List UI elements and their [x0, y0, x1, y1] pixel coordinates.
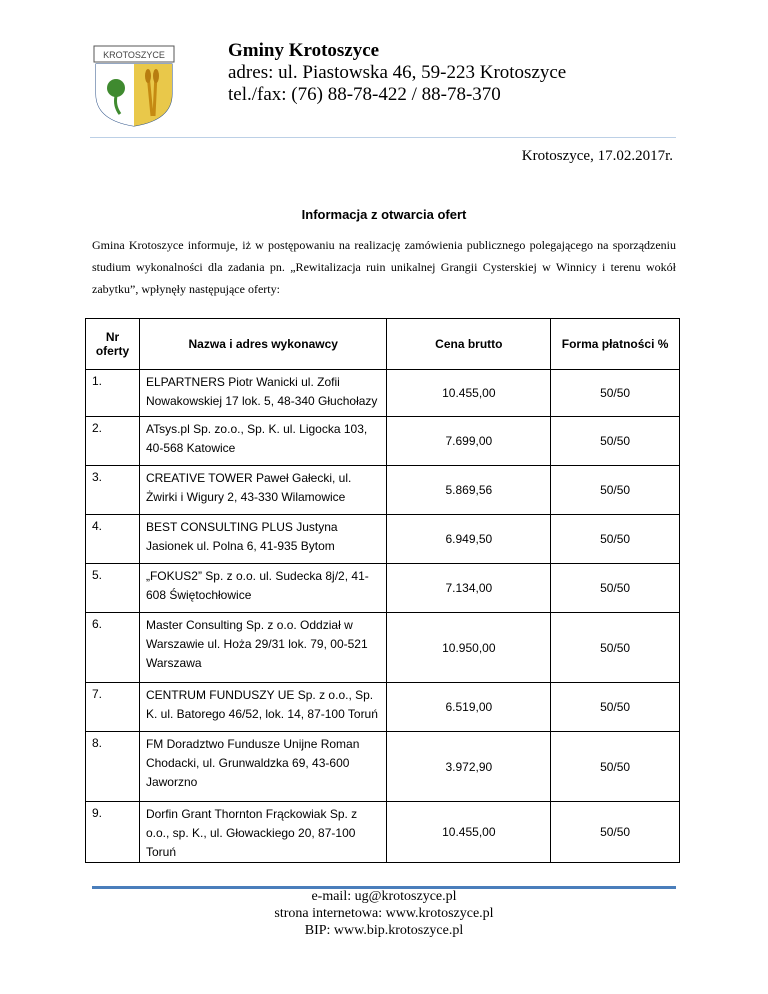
cell-price: 6.949,50: [387, 515, 551, 564]
cell-nr: 7.: [86, 683, 140, 732]
cell-nr: 2.: [86, 417, 140, 466]
table-row: [86, 564, 680, 613]
cell-nr: 8.: [86, 732, 140, 802]
cell-name: CREATIVE TOWER Paweł Gałecki, ul. Żwirki i Wigury 2, 43-330 Wilamowice: [139, 466, 387, 515]
cell-nr: 5.: [86, 564, 140, 613]
footer: [0, 888, 768, 939]
footer-bip: BIP: www.bip.krotoszyce.pl: [304, 923, 464, 938]
header-payment: Forma płatności %: [551, 319, 680, 370]
cell-price: 10.455,00: [387, 802, 551, 863]
cell-name: ATsys.pl Sp. zo.o., Sp. K. ul. Ligocka 103, 40-568 Katowice: [139, 417, 387, 466]
table-row: [86, 466, 680, 515]
cell-payment: 50/50: [551, 417, 680, 466]
cell-name: „FOKUS2” Sp. z o.o. ul. Sudecka 8j/2, 41-608 Świętochłowice: [139, 564, 387, 613]
krotoszyce-crest-icon: [90, 44, 178, 128]
letterhead: [228, 40, 566, 106]
cell-name: Master Consulting Sp. z o.o. Oddział w Warszawie ul. Hoża 29/31 lok. 79, 00-521 Warszawa: [139, 613, 387, 683]
table-row: [86, 370, 680, 417]
org-name: Gminy Krotoszyce: [228, 40, 380, 61]
header-divider: [90, 137, 676, 138]
table-row: [86, 613, 680, 683]
cell-nr: 3.: [86, 466, 140, 515]
table-row: [86, 515, 680, 564]
cell-nr: 1.: [86, 370, 140, 417]
cell-payment: 50/50: [551, 683, 680, 732]
document-date: Krotoszyce, 17.02.2017r.: [521, 148, 673, 164]
cell-payment: 50/50: [551, 515, 680, 564]
cell-price: 7.134,00: [387, 564, 551, 613]
table-row: [86, 683, 680, 732]
cell-name: CENTRUM FUNDUSZY UE Sp. z o.o., Sp. K. ul. Batorego 46/52, lok. 14, 87-100 Toruń: [139, 683, 387, 732]
header-price: Cena brutto: [387, 319, 551, 370]
cell-payment: 50/50: [551, 613, 680, 683]
header-nr: Nr oferty: [86, 319, 140, 370]
cell-payment: 50/50: [551, 732, 680, 802]
header-name: Nazwa i adres wykonawcy: [139, 319, 387, 370]
cell-name: ELPARTNERS Piotr Wanicki ul. Zofii Nowakowskiej 17 lok. 5, 48-340 Głuchołazy: [139, 370, 387, 417]
footer-website: strona internetowa: www.krotoszyce.pl: [274, 906, 494, 921]
cell-price: 5.869,56: [387, 466, 551, 515]
cell-name: Dorfin Grant Thornton Frąckowiak Sp. z o.o., sp. K., ul. Głowackiego 20, 87-100 Toruń: [139, 802, 387, 863]
org-address: adres: ul. Piastowska 46, 59-223 Krotoszyce: [228, 62, 567, 83]
cell-price: 7.699,00: [387, 417, 551, 466]
cell-payment: 50/50: [551, 466, 680, 515]
cell-name: BEST CONSULTING PLUS Justyna Jasionek ul. Polna 6, 41-935 Bytom: [139, 515, 387, 564]
cell-nr: 4.: [86, 515, 140, 564]
table-row: [86, 417, 680, 466]
cell-price: 3.972,90: [387, 732, 551, 802]
crest-label: KROTOSZYCE: [103, 50, 165, 60]
cell-nr: 9.: [86, 802, 140, 863]
offers-table: [85, 318, 680, 863]
cell-payment: 50/50: [551, 370, 680, 417]
cell-price: 10.950,00: [387, 613, 551, 683]
intro-paragraph: Gmina Krotoszyce informuje, iż w postępowaniu na realizację zamówienia publicznego polegającego na sporządzeniu studium wykonalności dla zadania pn. „Rewitalizacja ruin unikalnej Grangii Cysterskiej w Winnicy i terenu wokół zabytku”, wpłynęły następujące oferty:: [92, 238, 676, 296]
table-row: [86, 802, 680, 863]
document-title: Informacja z otwarcia ofert: [301, 207, 467, 222]
cell-name: FM Doradztwo Fundusze Unijne Roman Chodacki, ul. Grunwaldzka 69, 43-600 Jaworzno: [139, 732, 387, 802]
table-header-row: [86, 319, 680, 370]
cell-price: 6.519,00: [387, 683, 551, 732]
table-row: [86, 732, 680, 802]
org-phone: tel./fax: (76) 88-78-422 / 88-78-370: [228, 84, 501, 105]
cell-price: 10.455,00: [387, 370, 551, 417]
footer-email: e-mail: ug@krotoszyce.pl: [311, 889, 457, 904]
cell-payment: 50/50: [551, 564, 680, 613]
cell-payment: 50/50: [551, 802, 680, 863]
cell-nr: 6.: [86, 613, 140, 683]
